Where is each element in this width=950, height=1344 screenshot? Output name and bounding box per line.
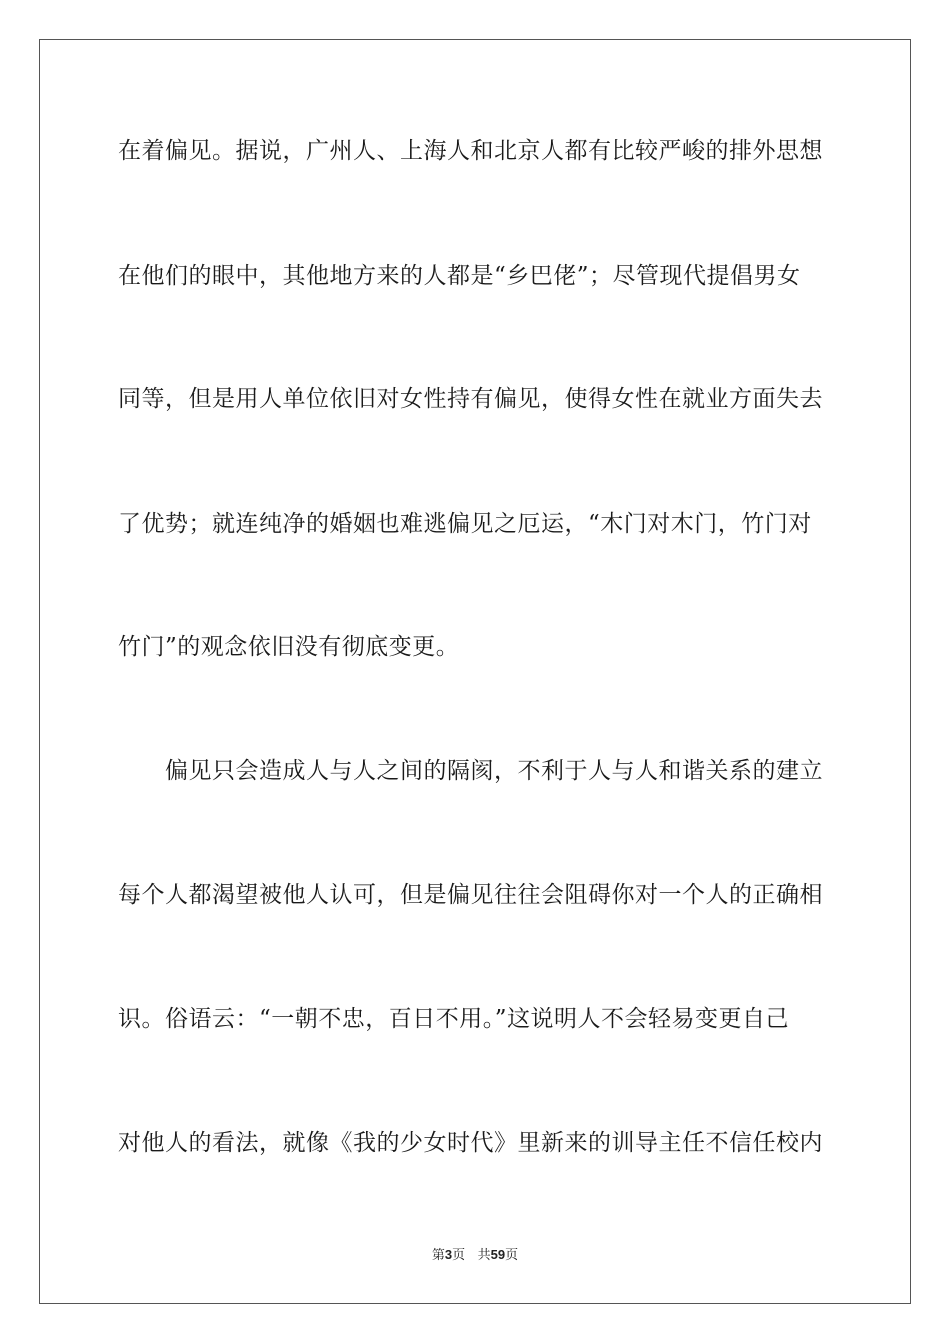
page-footer [0,1246,950,1265]
paragraph-first-line: 偏见只会造成人与人之间的隔阂，不利于人与人和谐关系的建立 [165,758,823,784]
body-text-line: 在他们的眼中，其他地方来的人都是“乡巴佬”；尽管现代提倡男女 [118,263,801,289]
total-pages: 59 [490,1247,506,1262]
page-number: 3 [444,1247,453,1262]
body-text-line: 同等，但是用人单位依旧对女性持有偏见，使得女性在就业方面失去 [118,386,823,412]
body-text-line: 识。俗语云：“一朝不忠，百日不用。”这说明人不会轻易变更自己 [118,1006,790,1032]
body-text-line: 对他人的看法，就像《我的少女时代》里新来的训导主任不信任校内 [118,1130,823,1156]
page-prefix: 第 [431,1248,445,1263]
page-suffix: 页 [452,1248,466,1263]
total-suffix: 页 [505,1248,519,1263]
page-border [39,39,911,1304]
total-prefix: 共 [477,1248,491,1263]
body-text-line: 每个人都渴望被他人认可，但是偏见往往会阻碍你对一个人的正确相 [118,882,823,908]
body-text-line: 了优势；就连纯净的婚姻也难逃偏见之厄运，“木门对木门，竹门对 [118,511,812,537]
body-text-line: 在着偏见。据说，广州人、上海人和北京人都有比较严峻的排外思想 [118,138,823,164]
body-text-line: 竹门”的观念依旧没有彻底变更。 [118,634,460,660]
